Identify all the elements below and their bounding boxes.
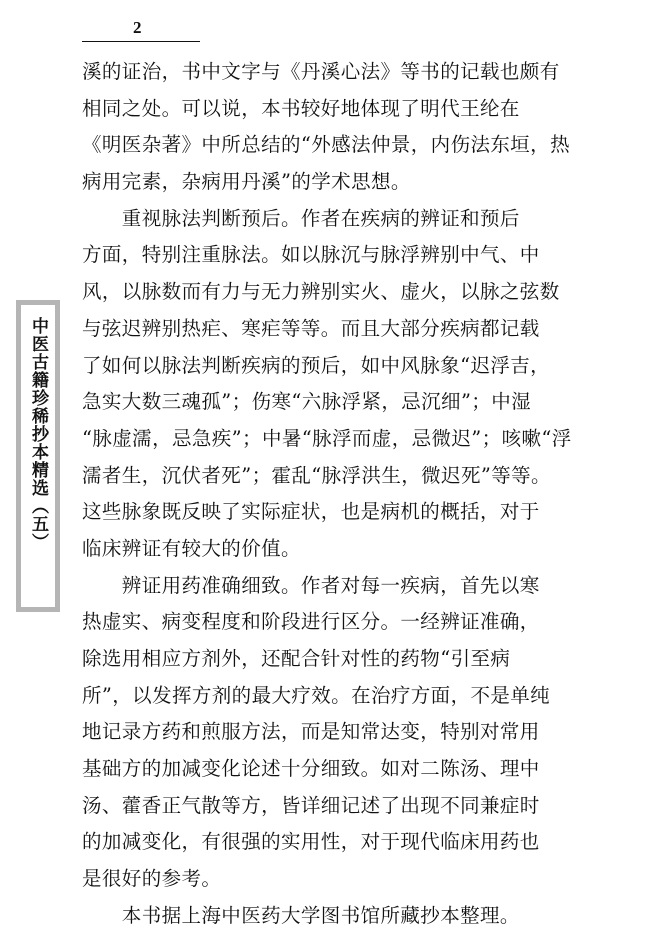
text-line: 本书据上海中医药大学图书馆所藏抄本整理。 [82, 903, 520, 927]
text-line: 这些脉象既反映了实际症状，也是病机的概括，对于 [82, 500, 540, 524]
text-line: 《明医杂著》中所总结的“外感法仲景，内伤法东垣，热 [82, 133, 570, 157]
header-rule [82, 41, 200, 42]
text-line: 濡者生，沉伏者死”；霍乱“脉浮洪生，微迟死”等等。 [82, 463, 551, 487]
text-line: 地记录方药和煎服方法，而是知常达变，特别对常用 [82, 720, 540, 744]
text-line: 临床辨证有较大的价值。 [82, 536, 301, 560]
text-line: 重视脉法判断预后。作者在疾病的辨证和预后 [82, 206, 520, 230]
text-line: 溪的证治，书中文字与《丹溪心法》等书的记载也颇有 [82, 60, 560, 83]
body-text [82, 54, 582, 935]
text-line: “脉虚濡，忌急疾”；中暑“脉浮而虚，忌微迟”；咳嗽“浮 [82, 426, 572, 450]
text-line: 汤、藿香正气散等方，皆详细记述了出现不同兼症时 [82, 793, 540, 817]
page-number: 2 [133, 18, 142, 37]
series-title-vertical: 中医古籍珍稀抄本精选（五） [21, 305, 55, 607]
text-line: 了如何以脉法判断疾病的预后，如中风脉象“迟浮吉， [82, 353, 551, 377]
text-line: 病用完素，杂病用丹溪”的学术思想。 [82, 170, 411, 194]
text-line: 的加减变化，有很强的实用性，对于现代临床用药也 [82, 830, 540, 854]
text-line: 辨证用药准确细致。作者对每一疾病，首先以寒 [82, 573, 540, 597]
text-line: 除选用相应方剂外，还配合针对性的药物“引至病 [82, 647, 511, 670]
text-line: 方面，特别注重脉法。如以脉沉与脉浮辨别中气、中 [82, 243, 540, 267]
text-line: 是很好的参考。 [82, 867, 222, 891]
text-line: 风，以脉数而有力与无力辨别实火、虚火，以脉之弦数 [82, 280, 560, 304]
text-line: 所”，以发挥方剂的最大疗效。在治疗方面，不是单纯 [82, 683, 551, 707]
series-side-label [16, 300, 60, 612]
text-line: 与弦迟辨别热疟、寒疟等等。而且大部分疾病都记载 [82, 316, 540, 340]
text-line: 热虚实、病变程度和阶段进行区分。一经辨证准确， [82, 610, 540, 634]
text-line: 基础方的加减变化论述十分细致。如对二陈汤、理中 [82, 757, 540, 781]
text-line: 急实大数三魂孤”；伤寒“六脉浮紧，忌沉细”；中湿 [82, 390, 532, 414]
text-line: 相同之处。可以说，本书较好地体现了明代王纶在 [82, 96, 520, 120]
